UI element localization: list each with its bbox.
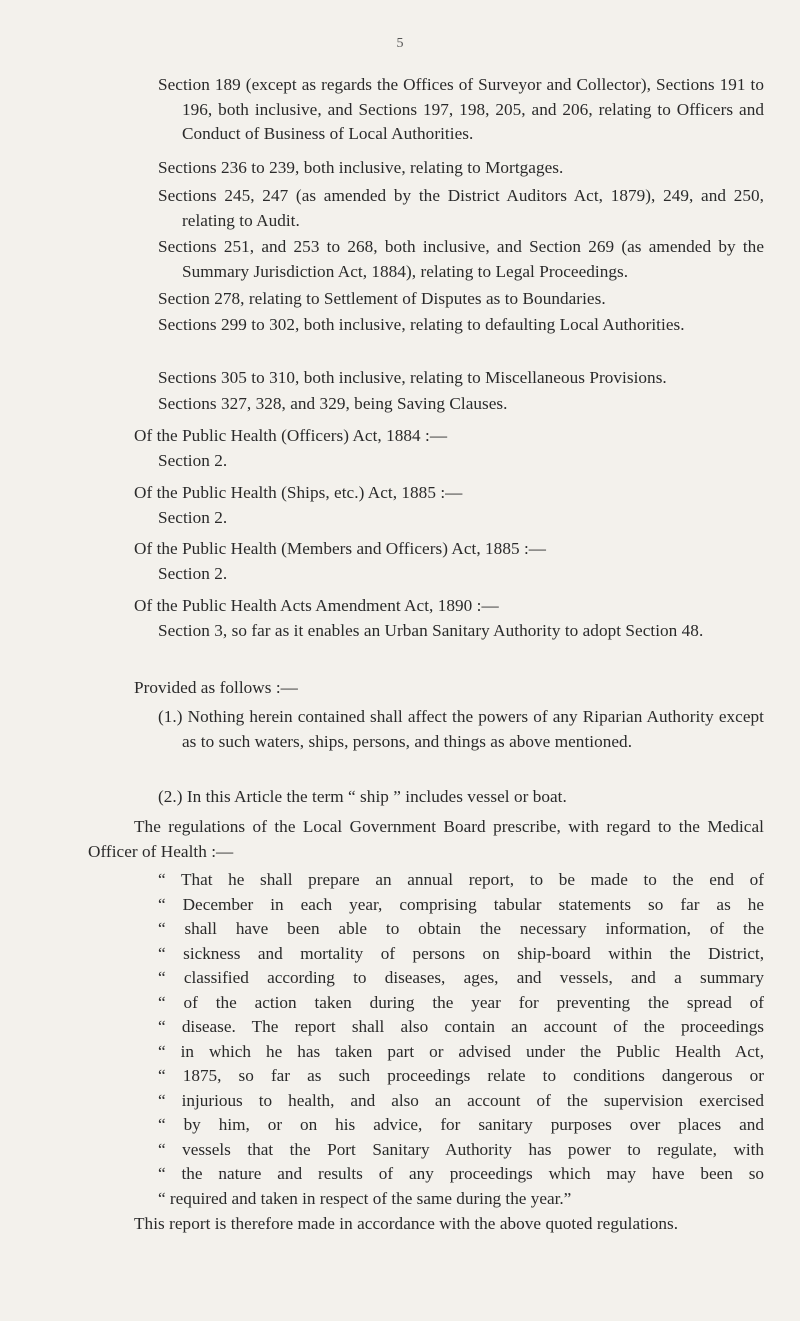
page-number: 5 bbox=[396, 36, 404, 51]
quote-line: “ disease. The report shall also contain an account of the proceedings bbox=[158, 1017, 764, 1036]
section-278-entry: Section 278, relating to Settlement of Disputes as to Boundaries. bbox=[158, 289, 606, 308]
sections-299-entry: Sections 299 to 302, both inclusive, relating to defaulting Local Authorities. bbox=[158, 315, 685, 334]
quote-line: “ 1875, so far as such proceedings relate to conditions dangerous or bbox=[158, 1066, 764, 1085]
quote-line: “ sickness and mortality of persons on ship-board within the District, bbox=[158, 943, 764, 963]
ships-act-heading: Of the Public Health (Ships, etc.) Act, 1885 :— bbox=[134, 483, 463, 502]
amendment-act-section: Section 3, so far as it enables an Urban Sanitary Authority to adopt Section 48. bbox=[158, 621, 704, 640]
members-act-heading: Of the Public Health (Members and Officers) Act, 1885 :— bbox=[134, 539, 547, 558]
quote-line: “ by him, or on his advice, for sanitary purposes over places and bbox=[158, 1115, 764, 1134]
quote-line: “ in which he has taken part or advised under the Public Health Act, bbox=[158, 1041, 764, 1061]
quote-line: “ December in each year, comprising tabular statements so far as he bbox=[158, 894, 764, 914]
quote-line: “ injurious to health, and also an account of the supervision exercised bbox=[158, 1090, 764, 1110]
regulations-intro: The regulations of the Local Government Board prescribe, with regard to the Medical Officer of Health :— bbox=[88, 817, 764, 861]
sections-236-entry: Sections 236 to 239, both inclusive, relating to Mortgages. bbox=[158, 158, 564, 177]
closing-statement: This report is therefore made in accordance with the above quoted regulations. bbox=[134, 1214, 679, 1233]
regulations-quote bbox=[158, 868, 764, 1211]
quote-line: “ That he shall prepare an annual report, to be made to the end of bbox=[158, 870, 764, 889]
sections-251-entry: Sections 251, and 253 to 268, both inclusive, and Section 269 (as amended by the Summary Jurisdiction Act, 1884), relating to Legal Proceedings. bbox=[158, 237, 764, 281]
officers-act-heading: Of the Public Health (Officers) Act, 1884 :— bbox=[134, 426, 448, 445]
section-189-entry: Section 189 (except as regards the Offices of Surveyor and Collector), Sections 191 to 196, both inclusive, and Sections 197, 198, 205, and 206, relating to Officers and Conduct of Business of Local Authorities. bbox=[158, 75, 764, 143]
quote-line: “ classified according to diseases, ages, and vessels, and a summary bbox=[158, 968, 764, 987]
quote-line: “ of the action taken during the year for preventing the spread of bbox=[158, 992, 764, 1012]
quote-line: “ shall have been able to obtain the necessary information, of the bbox=[158, 919, 764, 938]
ships-act-section: Section 2. bbox=[158, 508, 228, 527]
quote-line: “ vessels that the Port Sanitary Authority has power to regulate, with bbox=[158, 1139, 764, 1159]
sections-327-entry: Sections 327, 328, and 329, being Saving Clauses. bbox=[158, 394, 508, 413]
sections-305-entry: Sections 305 to 310, both inclusive, relating to Miscellaneous Provisions. bbox=[158, 368, 667, 387]
quote-line: “ the nature and results of any proceedings which may have been so bbox=[158, 1164, 764, 1183]
proviso-1: (1.) Nothing herein contained shall affect the powers of any Riparian Authority except as to such waters, ships, persons, and things as above mentioned. bbox=[158, 707, 764, 751]
officers-act-section: Section 2. bbox=[158, 451, 228, 470]
sections-245-entry: Sections 245, 247 (as amended by the District Auditors Act, 1879), 249, and 250, relating to Audit. bbox=[158, 186, 764, 230]
provided-heading: Provided as follows :— bbox=[134, 678, 298, 697]
quote-line: “ required and taken in respect of the same during the year.” bbox=[158, 1188, 572, 1208]
amendment-act-heading: Of the Public Health Acts Amendment Act, 1890 :— bbox=[134, 596, 499, 615]
members-act-section: Section 2. bbox=[158, 564, 228, 583]
proviso-2: (2.) In this Article the term “ ship ” includes vessel or boat. bbox=[158, 787, 567, 806]
